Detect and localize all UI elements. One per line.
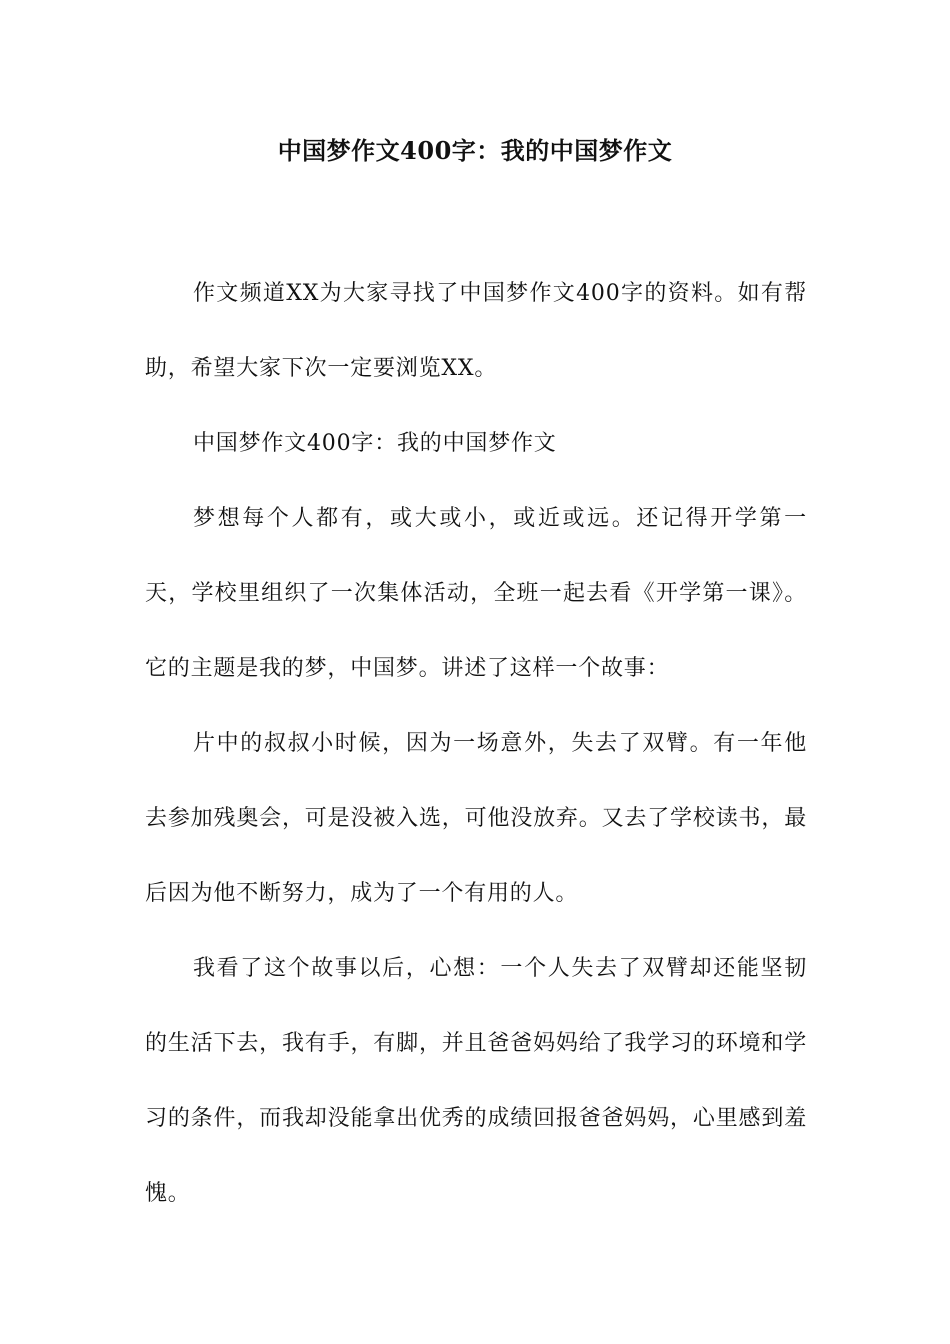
document-title: 中国梦作文400字：我的中国梦作文 bbox=[277, 136, 673, 165]
paragraph-subtitle: 中国梦作文400字：我的中国梦作文 bbox=[193, 431, 557, 456]
paragraph-reflection: 我看了这个故事以后，心想：一个人失去了双臂却还能坚韧的生活下去，我有手，有脚，并且爸爸妈妈给了我学习的环境和学习的条件，而我却没能拿出优秀的成绩回报爸爸妈妈，心里感到羞愧。 bbox=[145, 956, 807, 1206]
paragraph-story: 片中的叔叔小时候，因为一场意外，失去了双臂。有一年他去参加残奥会，可是没被入选，可他没放弃。又去了学校读书，最后因为他不断努力，成为了一个有用的人。 bbox=[145, 731, 807, 906]
paragraph-dream: 梦想每个人都有，或大或小，或近或远。还记得开学第一天，学校里组织了一次集体活动，全班一起去看《开学第一课》。它的主题是我的梦，中国梦。讲述了这样一个故事： bbox=[145, 506, 807, 681]
document-body bbox=[145, 256, 807, 1231]
paragraph-intro: 作文频道XX为大家寻找了中国梦作文400字的资料。如有帮助，希望大家下次一定要浏览XX。 bbox=[145, 281, 807, 381]
